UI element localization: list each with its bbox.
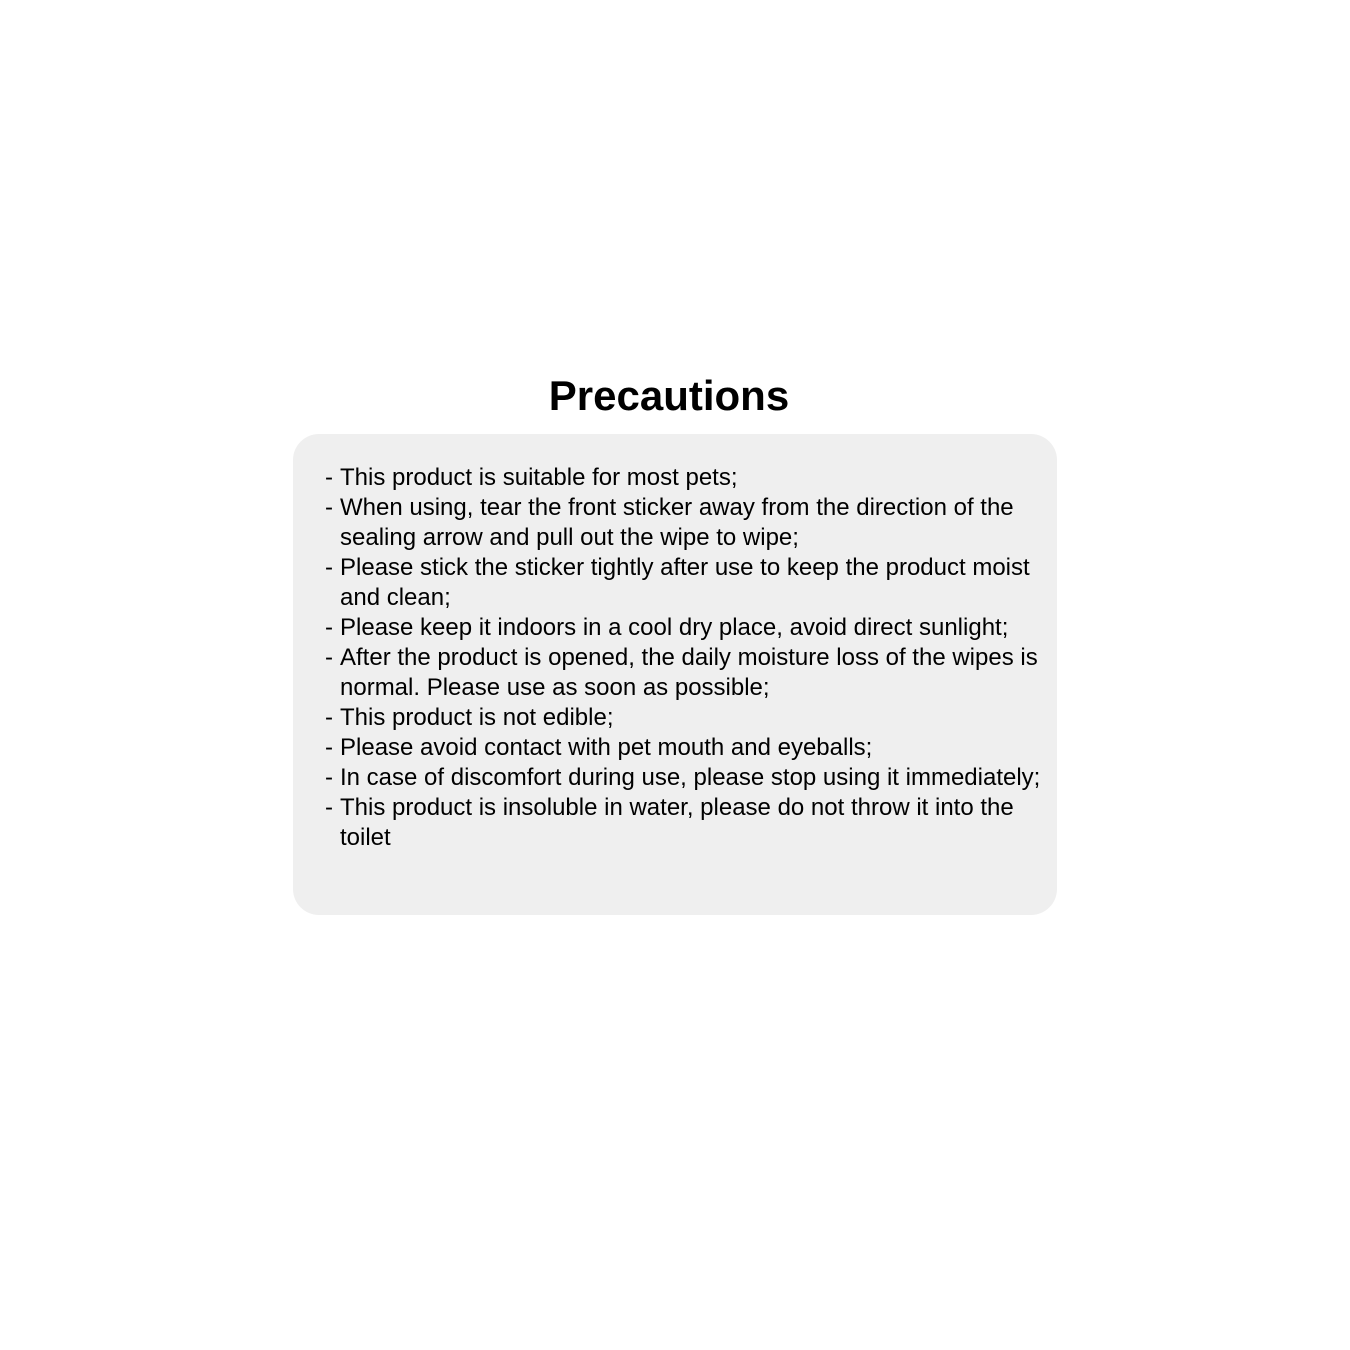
list-item-text: Please avoid contact with pet mouth and eyeballs; — [340, 734, 873, 761]
list-item — [325, 613, 1045, 643]
list-item — [325, 733, 1045, 763]
list-item — [325, 643, 1045, 703]
list-item-text: When using, tear the front sticker away from the direction of the sealing arrow and pull out the wipe to wipe; — [340, 494, 1014, 551]
bullet-dash: - — [325, 464, 333, 491]
bullet-dash: - — [325, 794, 333, 821]
list-item — [325, 793, 1045, 853]
bullet-dash: - — [325, 704, 333, 731]
precautions-list — [325, 463, 1057, 853]
list-item-text: Please keep it indoors in a cool dry place, avoid direct sunlight; — [340, 614, 1009, 641]
list-item-text: This product is insoluble in water, please do not throw it into the toilet — [340, 794, 1014, 851]
list-item-text: In case of discomfort during use, please stop using it immediately; — [340, 764, 1041, 791]
list-item — [325, 553, 1045, 613]
page-title: Precautions — [548, 372, 790, 419]
list-item-text: After the product is opened, the daily moisture loss of the wipes is normal. Please use as soon as possible; — [340, 644, 1038, 701]
precautions-panel — [293, 434, 1057, 915]
bullet-dash: - — [325, 554, 333, 581]
bullet-dash: - — [325, 734, 333, 761]
list-item-text: This product is not edible; — [340, 704, 614, 731]
list-item — [325, 763, 1045, 793]
bullet-dash: - — [325, 614, 333, 641]
bullet-dash: - — [325, 644, 333, 671]
list-item-text: Please stick the sticker tightly after use to keep the product moist and clean; — [340, 554, 1030, 611]
list-item — [325, 703, 1045, 733]
bullet-dash: - — [325, 764, 333, 791]
list-item-text: This product is suitable for most pets; — [340, 464, 738, 491]
list-item — [325, 493, 1045, 553]
bullet-dash: - — [325, 494, 333, 521]
list-item — [325, 463, 1045, 493]
